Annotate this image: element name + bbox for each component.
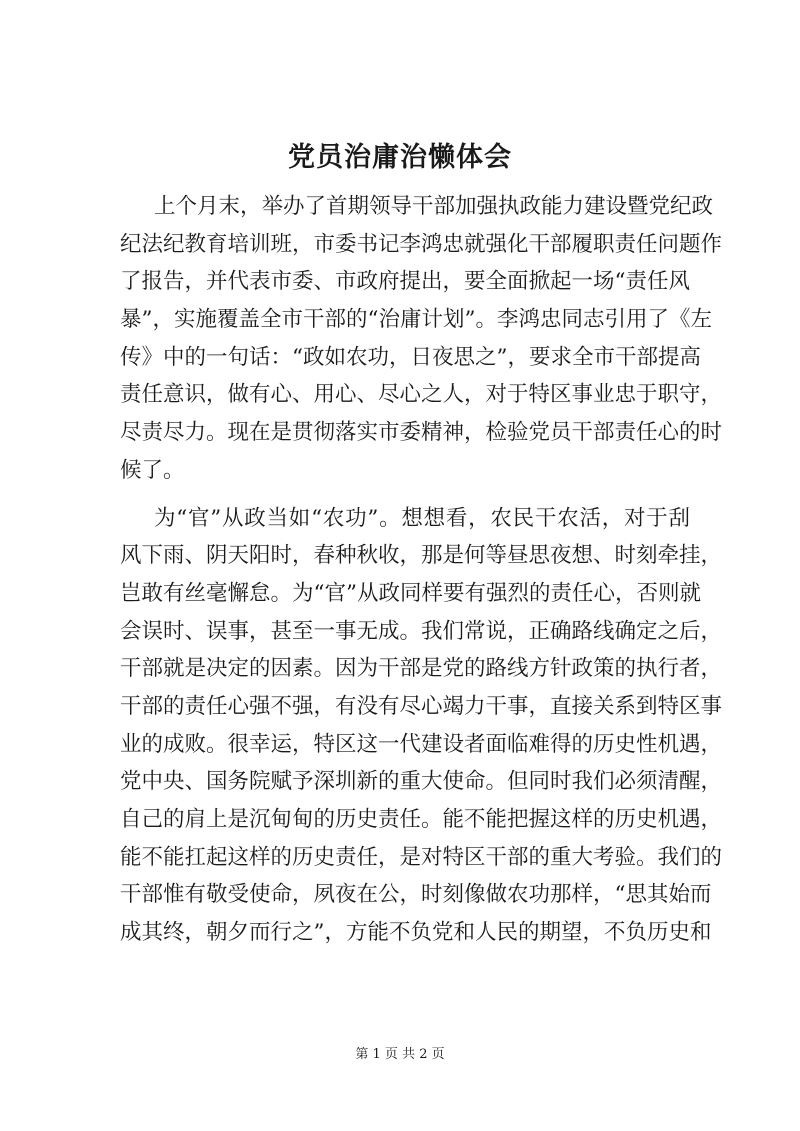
paragraph-2-line: 党中央、国务院赋予深圳新的重大使命。但同时我们必须清醒， bbox=[120, 769, 723, 795]
paragraph-1-line: 传》中的一句话：“政如农功，日夜思之”，要求全市干部提高 bbox=[120, 344, 701, 370]
paragraph-1-line: 了报告，并代表市委、市政府提出，要全面掀起一场“责任风 bbox=[120, 269, 690, 295]
page-footer: 第 1 页 共 2 页 bbox=[355, 1047, 445, 1062]
paragraph-2-line: 干部的责任心强不强，有没有尽心竭力干事，直接关系到特区事 bbox=[120, 693, 723, 719]
document-body bbox=[120, 188, 723, 952]
paragraph-2-line: 自己的肩上是沉甸甸的历史责任。能不能把握这样的历史机遇， bbox=[120, 807, 723, 832]
paragraph-1-line: 上个月末，举办了首期领导干部加强执政能力建设暨党纪政 bbox=[154, 194, 714, 219]
paragraph-2-line: 岂敢有丝毫懈怠。为“官”从政同样要有强烈的责任心，否则就 bbox=[120, 580, 701, 606]
paragraph-2-line: 干部惟有敬受使命，夙夜在公，时刻像做农功那样，“思其始而 bbox=[120, 882, 712, 908]
paragraph-1-line: 暴”，实施覆盖全市干部的“治庸计划”。李鸿忠同志引用了《左 bbox=[120, 307, 712, 333]
paragraph-2-line: 业的成败。很幸运，特区这一代建设者面临难得的历史性机遇， bbox=[120, 731, 723, 757]
paragraph-2-line: 成其终，朝夕而行之”，方能不负党和人民的期望，不负历史和 bbox=[120, 920, 712, 946]
paragraph-2-line: 干部就是决定的因素。因为干部是党的路线方针政策的执行者， bbox=[120, 656, 723, 682]
paragraph-2-line: 为“官”从政当如“农功”。想想看，农民干农活，对于刮 bbox=[154, 505, 690, 531]
paragraph-2-line: 能不能扛起这样的历史责任，是对特区干部的重大考验。我们的 bbox=[120, 844, 723, 870]
paragraph-1-line: 纪法纪教育培训班，市委书记李鸿忠就强化干部履职责任问题作 bbox=[120, 231, 723, 257]
paragraph-1-line: 责任意识，做有心、用心、尽心之人，对于特区事业忠于职守， bbox=[120, 382, 723, 408]
paragraph-1-line: 候了。 bbox=[120, 457, 185, 483]
paragraph-2-line: 会误时、误事，甚至一事无成。我们常说，正确路线确定之后， bbox=[120, 618, 723, 644]
paragraph-2-line: 风下雨、阴天阳时，春种秋收，那是何等昼思夜想、时刻牵挂， bbox=[120, 543, 723, 569]
paragraph-1-line: 尽责尽力。现在是贯彻落实市委精神，检验党员干部责任心的时 bbox=[120, 420, 723, 446]
document-title: 党员治庸治懒体会 bbox=[288, 142, 512, 173]
